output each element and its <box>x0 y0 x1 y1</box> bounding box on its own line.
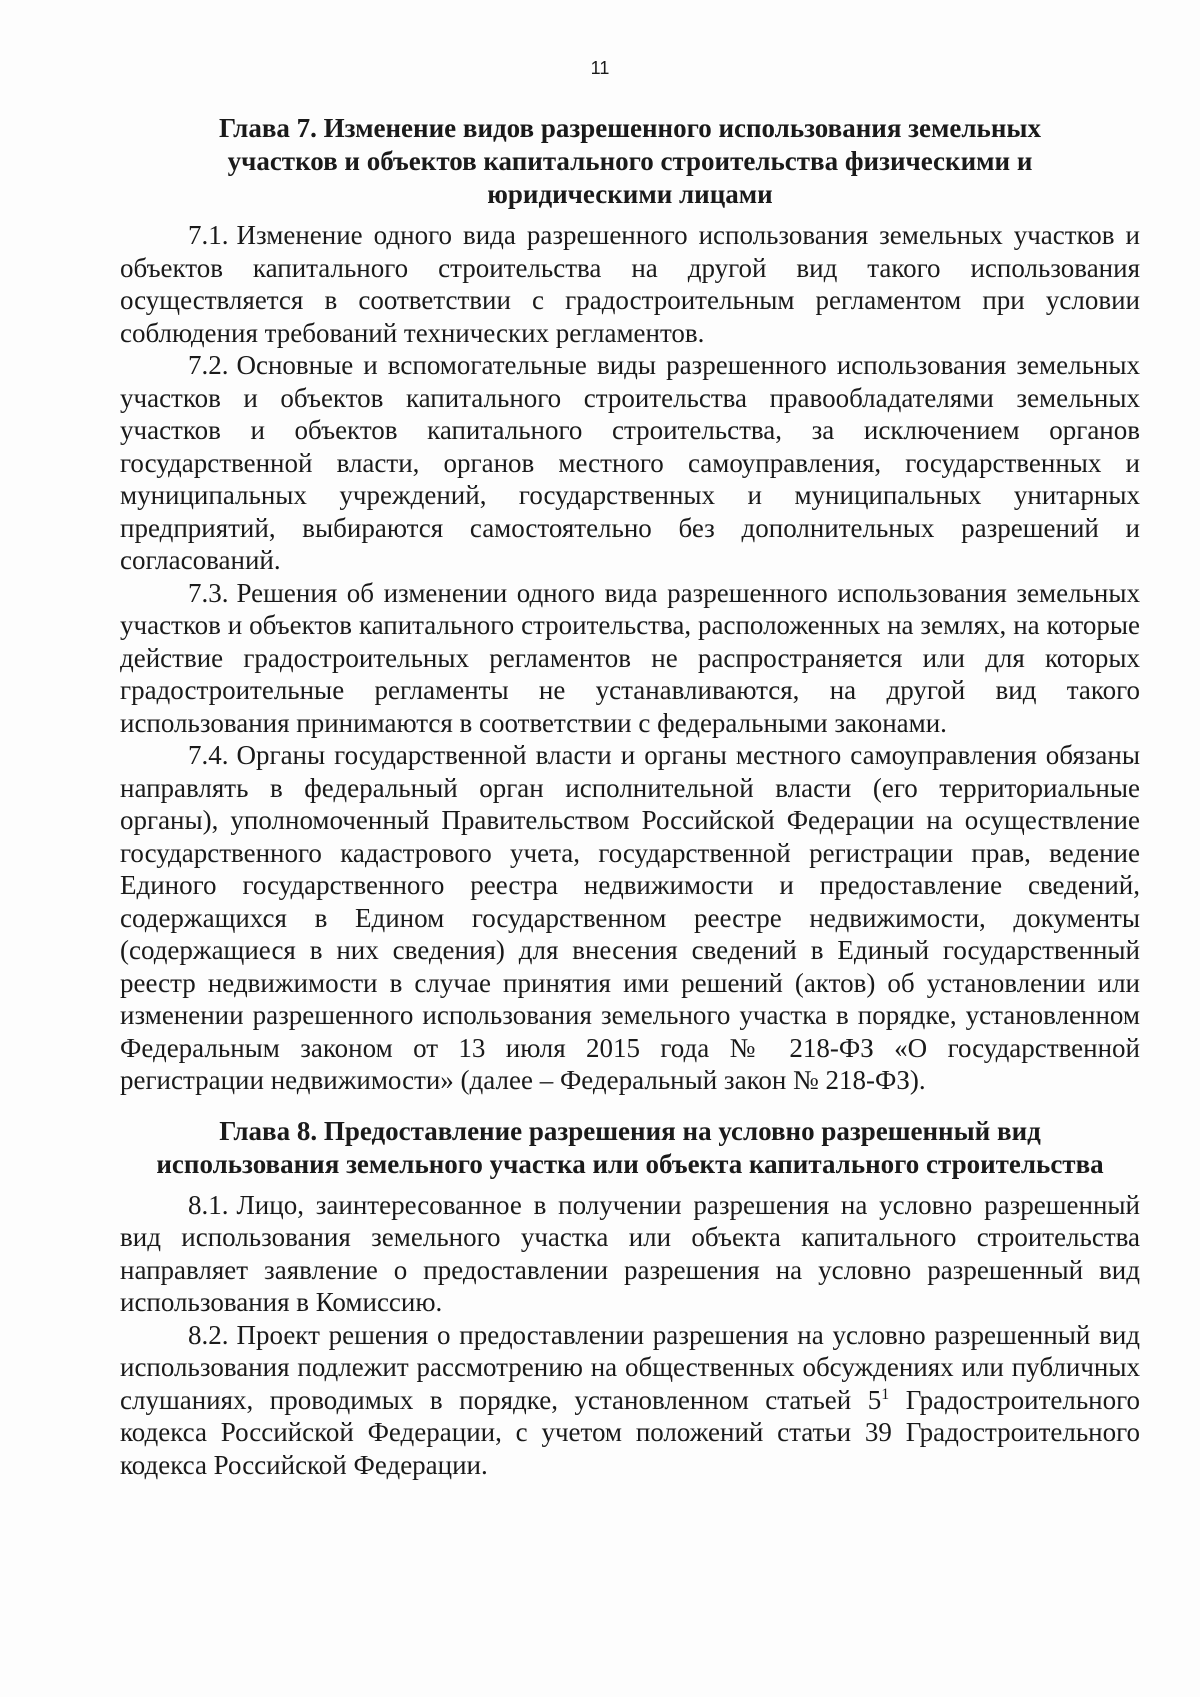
superscript: 1 <box>881 1385 890 1403</box>
page-number: 11 <box>590 58 610 78</box>
paragraph-number: 7.3. <box>188 577 229 608</box>
paragraph-text: Изменение одного вида разрешенного использования земельных участков и объектов капитального строительства на другой вид такого использования осуществляется в соответствии с градостроительным регламентом при условии соблюдения требований технических регламентов. <box>120 220 1140 348</box>
chapter-8-title: Глава 8. Предоставление разрешения на условно разрешенный вид использования земельного участка или объекта капитального строительства <box>156 1115 1104 1179</box>
chapter-7-title: Глава 7. Изменение видов разрешенного использования земельных участков и объектов капитального строительства физическими и юридическими лицами <box>219 113 1041 209</box>
paragraph-number: 8.1. <box>188 1189 229 1220</box>
paragraph-text: Органы государственной власти и органы местного самоуправления обязаны направлять в федеральный орган исполнительной власти (его территориальные органы), уполномоченный Правительством Российской Федерации на осуществление государственного кадастрового учета, государственной регистрации прав, ведение Единого государственного реестра недвижимости и предоставление сведений, содержащихся в Едином государственном реестре недвижимости, документы (содержащиеся в них сведения) для внесения сведений в Единый государственный реестр недвижимости в случае принятия ими решений (актов) об установлении или изменении разрешенного использования земельного участка в порядке, установленном Федеральным законом от 13 июля 2015 года № 218-ФЗ «О государственной регистрации недвижимости» (далее – Федеральный закон № 218-ФЗ). <box>120 740 1140 1095</box>
paragraph-text-continued: Градостроительного кодекса Российской Федерации, с учетом положений статьи 39 Градостроительного кодекса Российской Федерации. <box>120 1384 1140 1480</box>
document-body <box>120 112 1140 1481</box>
paragraph-text: Основные и вспомогательные виды разрешенного использования земельных участков и объектов капитального строительства правообладателями земельных участков и объектов капитального строительства, за исключением органов государственной власти, органов местного самоуправления, государственных и муниципальных учреждений, государственных и муниципальных унитарных предприятий, выбираются самостоятельно без дополнительных разрешений и согласований. <box>120 350 1140 575</box>
paragraph-number: 7.1. <box>188 220 229 250</box>
paragraph-7-2 <box>120 349 1140 577</box>
paragraph-8-1 <box>120 1189 1140 1319</box>
paragraph-number: 7.4. <box>188 740 229 770</box>
paragraph-7-3 <box>120 577 1140 740</box>
paragraph-text: Проект решения о предоставлении разрешения на условно разрешенный вид использования подлежит рассмотрению на общественных обсуждениях или публичных слушаниях, проводимых в порядке, установленном статьей 5 <box>120 1319 1140 1415</box>
paragraph-text: Лицо, заинтересованное в получении разрешения на условно разрешенный вид использования земельного участка или объекта капитального строительства направляет заявление о предоставлении разрешения на условно разрешенный вид использования в Комиссию. <box>120 1189 1140 1317</box>
paragraph-7-4 <box>120 739 1140 1097</box>
paragraph-number: 8.2. <box>188 1319 229 1350</box>
paragraph-number: 7.2. <box>188 350 229 380</box>
paragraph-text: Решения об изменении одного вида разрешенного использования земельных участков и объектов капитального строительства, расположенных на землях, на которые действие градостроительных регламентов не распространяется или для которых градостроительные регламенты не устанавливаются, на другой вид такого использования принимаются в соответствии с федеральными законами. <box>120 577 1140 738</box>
paragraph-7-1 <box>120 219 1140 349</box>
paragraph-8-2 <box>120 1319 1140 1482</box>
